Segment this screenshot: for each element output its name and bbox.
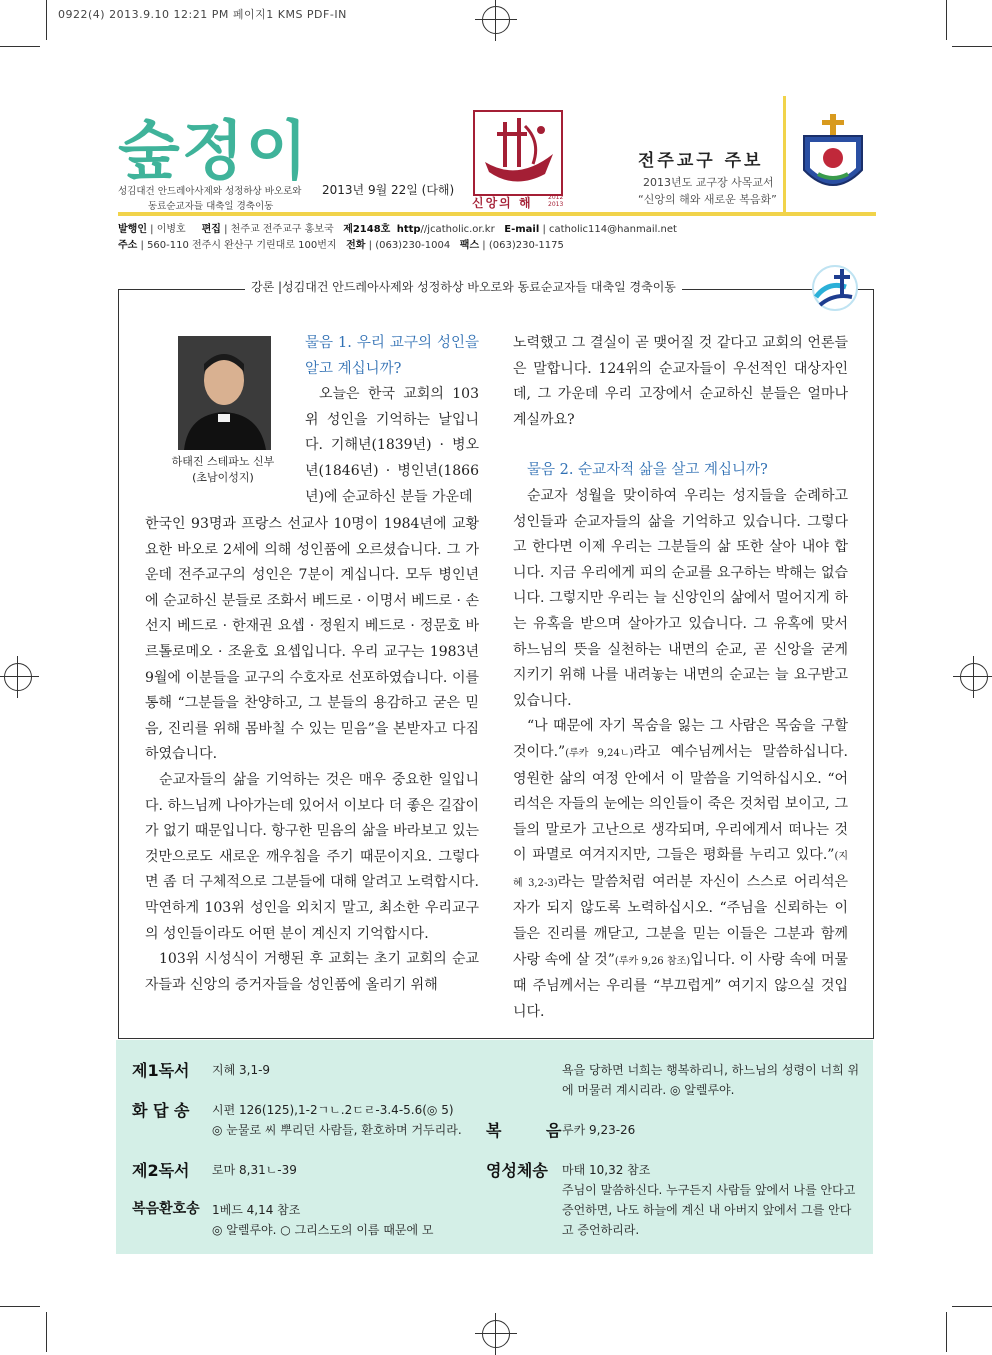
author-caption: 하태진 스테파노 신부 (초남이성지) (171, 455, 275, 484)
second-reading: 로마 8,31ㄴ-39 (212, 1163, 297, 1177)
readings-panel (116, 1040, 873, 1254)
psalm-label: 화 답 송 (132, 1101, 190, 1120)
masthead-title: 숲정이 (118, 115, 310, 189)
paragraph: 103위 시성식이 거행된 후 교회는 초기 교회의 순교자들과 신앙의 증거자들을 성인품에 올리기 위해 (145, 951, 479, 993)
masthead-rule (118, 212, 876, 216)
weekly-title: 전주교구 주보 (638, 151, 764, 171)
pastoral-letter-label: 2013년도 교구장 사목교서 (643, 176, 774, 189)
paragraph: 오늘은 한국 교회의 103위 성인을 기억하는 날입니다. 기해년(1839년) · 병오년(1846년) · 병인년(1866년)에 순교하신 분들 가운데 (305, 386, 479, 505)
communion-text: 주님이 말씀하신다. 누구든지 사람들 앞에서 나를 안다고 증언하면, 나도 하늘에 계신 내 아버지 앞에서 그를 안다고 증언하리라. (562, 1183, 856, 1237)
gospel-acclamation-text: ◎ 알렐루야. ○ 그리스도의 이름 때문에 모 (212, 1223, 434, 1237)
first-reading: 지혜 3,1-9 (212, 1063, 271, 1077)
diocese-crest-icon (798, 112, 868, 202)
second-reading-label: 제2독서 (132, 1161, 190, 1180)
psalm-response: ◎ 눈물로 씨 뿌리던 사람들, 환호하며 거두리라. (212, 1123, 462, 1137)
crop-mark (46, 0, 47, 40)
article-column-right (513, 331, 848, 1025)
registration-mark (482, 6, 510, 34)
paragraph: “나 때문에 자기 목숨을 잃는 그 사람은 목숨을 구할 것이다.”(루카 9,24ㄴ)라고 예수님께서는 말씀하십니다. 영원한 삶의 여정 안에서 이 말씀을 기억하십시오. “어리석은 자들의 눈에는 의인들이 죽은 것처럼 보이고, 그들의 말로가 고난으로 생각되며, 우리에게서 떠나는 것이 파멸로 여겨지지만, 그들은 평화를 누리고 있다.”(지혜 3,2-3)라는 말씀처럼 여러분 자신이 스스로 어리석은 자가 되지 않도록 노력하십시오. “주님을 신뢰하는 이들은 진리를 깨닫고, 그분을 믿는 이들은 그분과 함께 사랑 속에 살 것”(루카 9,26 참조)입니다. 이 사랑 속에 머물 때 주님께서는 우리를 “부끄럽게” 여기지 않으실 것입니다. (513, 718, 849, 1020)
crop-mark (952, 46, 992, 47)
article-column-left-top (305, 331, 479, 510)
imprint-line-2: 주소 | 560-110 전주시 완산구 기린대로 100번지 전화 | (063)230-1004 팩스 | (063)230-1175 (118, 240, 564, 251)
article-column-left (145, 512, 479, 998)
logo-caption: 신앙의 해 (472, 196, 533, 210)
paragraph: 순교자들의 삶을 기억하는 것은 매우 중요한 일입니다. 하느님께 나아가는데 있어서 이보다 더 좋은 길잡이가 없기 때문입니다. 항구한 믿음의 삶을 바라보고 있는 것만으로도 새로운 깨우침을 주기 때문이지요. 그렇다면 좀 더 구체적으로 그분들에 대해 알려고 노력합시다. 막연하게 103위 성인을 외치지 말고, 최소한 우리교구의 성인들이라도 어떤 분이 계신지 기억합시다. (145, 771, 479, 942)
registration-mark (4, 663, 32, 691)
question-heading: 물음 1. 우리 교구의 성인을 알고 계십니까? (305, 335, 479, 377)
registration-mark (960, 663, 988, 691)
first-reading-label: 제1독서 (132, 1061, 190, 1080)
crop-mark (46, 1312, 47, 1352)
gospel-label: 복 음 (486, 1121, 562, 1140)
communion-label: 영성체송 (486, 1161, 548, 1180)
pastoral-letter-theme: “신앙의 해와 새로운 복음화” (638, 193, 777, 206)
crop-mark (0, 1306, 40, 1307)
masthead-subtitle: 성김대건 안드레아사제와 성정하상 바오로와 동료순교자들 대축일 경축이동 (118, 186, 302, 212)
communion-ref: 마태 10,32 참조 (562, 1163, 651, 1177)
psalm-ref: 시편 126(125),1-2ㄱㄴ.2ㄷㄹ-3.4-5.6(◎ 5) (212, 1103, 454, 1117)
gospel-acclamation-label: 복음환호송 (132, 1201, 200, 1217)
crop-mark (0, 46, 40, 47)
year-of-faith-logo (473, 110, 563, 196)
gospel-acclamation-ref: 1베드 4,14 참조 (212, 1203, 301, 1217)
registration-mark (482, 1320, 510, 1348)
author-photo (178, 336, 271, 450)
gospel-acclamation-cont: 욕을 당하면 너희는 행복하리니, 하느님의 성령이 너희 위에 머물러 계시리라. ◎ 알렐루야. (562, 1063, 860, 1097)
cross-wave-icon (810, 263, 860, 313)
divider (783, 96, 786, 216)
homily-title: 강론 |성김대건 안드레아사제와 성정하상 바오로와 동료순교자들 대축일 경축이동 (245, 278, 682, 295)
paragraph: 노력했고 그 결실이 곧 맺어질 것 같다고 교회의 언론들은 말합니다. 124위의 순교자들이 우선적인 대상자인데, 그 가운데 우리 고장에서 순교하신 분들은 얼마나 계실까요? (513, 335, 848, 428)
crop-mark (952, 1306, 992, 1307)
issue-date: 2013년 9월 22일 (다해) (322, 183, 455, 197)
print-header: 0922(4) 2013.9.10 12:21 PM 페이지1 KMS PDF-IN (58, 8, 347, 21)
question-heading: 물음 2. 순교자적 삶을 살고 계십니까? (527, 462, 768, 479)
imprint-line-1: 발행인 | 이병호 편집 | 천주교 전주교구 홍보국 제2148호 http//jcatholic.or.kr E-mail | catholic114@hanmail.net (118, 224, 677, 235)
paragraph: 한국인 93명과 프랑스 선교사 10명이 1984년에 교황 요한 바오로 2세에 의해 성인품에 오르셨습니다. 그 가운데 전주교구의 성인은 7분이 계십니다. 모두 병인년에 순교하신 분들로 조화서 베드로 · 이명서 베드로 · 손선지 베드로 · 한재권 요셉 · 정원지 베드로 · 정문호 바르톨로메오 · 조윤호 요셉입니다. 우리 교구는 1983년 9월에 이분들을 교구의 수호자로 선포하였습니다. 이를 통해 “그분들을 찬양하고, 그 분들의 용감하고 굳은 믿음, 진리를 위해 몸바칠 수 있는 믿음”을 본받자고 다짐하였습니다. (145, 516, 479, 763)
crop-mark (946, 1312, 947, 1352)
crop-mark (946, 0, 947, 40)
paragraph: 순교자 성월을 맞이하여 우리는 성지들을 순례하고 성인들과 순교자들의 삶을 기억하고 있습니다. 그렇다고 한다면 이제 우리는 그분들의 삶 또한 살아 내야 합니다. 지금 우리에게 피의 순교를 요구하는 박해는 없습니다. 그렇지만 우리는 늘 신앙인의 삶에서 멀어지게 하는 유혹을 받으며 살아가고 있습니다. 그 유혹에 맞서 하느님의 뜻을 실천하는 내면의 순교, 곧 신앙을 굳게 지키기 위해 나를 내려놓는 내면의 순교는 늘 요구받고 있습니다. (513, 487, 848, 709)
gospel: 루카 9,23-26 (562, 1123, 636, 1137)
logo-years: 2012 2013 (548, 194, 564, 208)
